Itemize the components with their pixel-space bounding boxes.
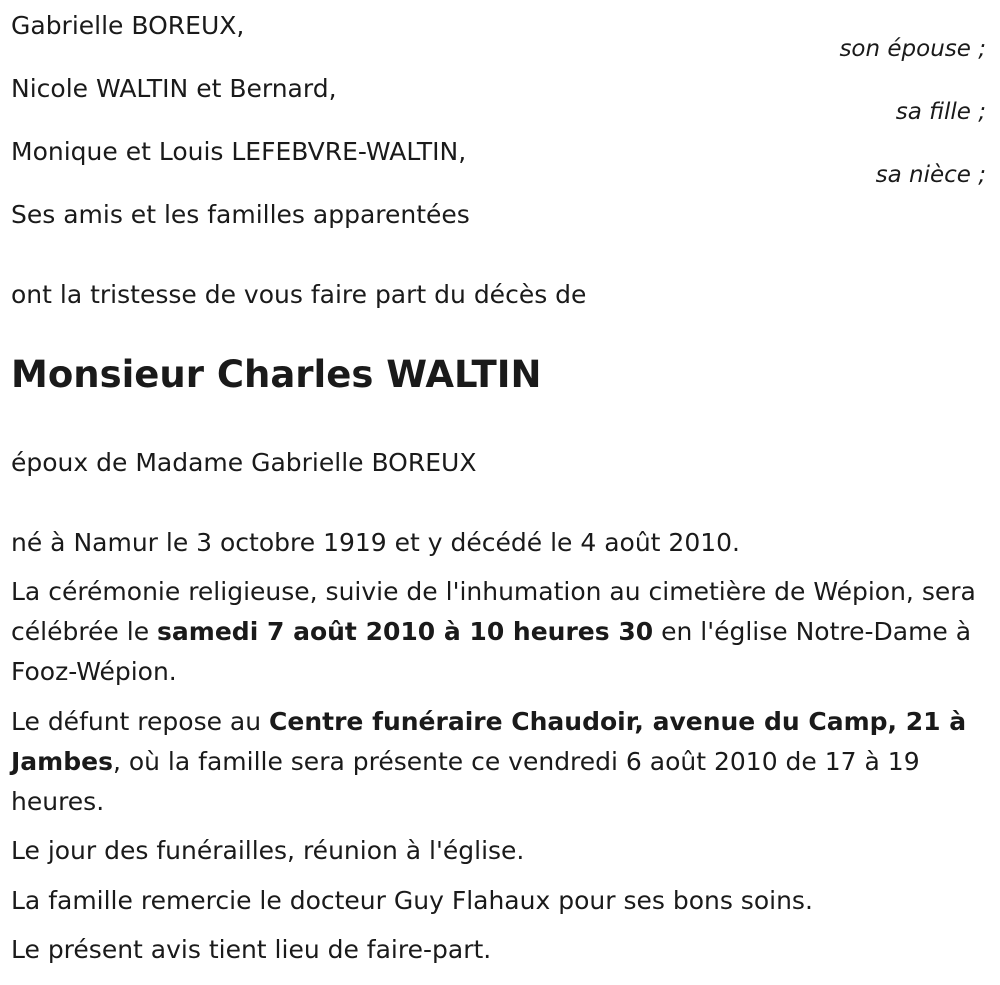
birth-death-line: né à Namur le 3 octobre 1919 et y décédé le 4 août 2010. — [11, 528, 740, 557]
reunion-line: Le jour des funérailles, réunion à l'église. — [11, 836, 525, 865]
repose-text-start: Le défunt repose au — [11, 707, 270, 736]
family-member-niece: Monique et Louis LEFEBVRE-WALTIN, — [11, 137, 467, 166]
announcement-text: ont la tristesse de vous faire part du décès de — [11, 280, 587, 309]
family-member-spouse: Gabrielle BOREUX, — [11, 11, 245, 40]
thanks-line: La famille remercie le docteur Guy Flahaux pour ses bons soins. — [11, 886, 813, 915]
family-member-daughter: Nicole WALTIN et Bernard, — [11, 74, 337, 103]
ceremony-paragraph — [11, 572, 986, 692]
notice-line: Le présent avis tient lieu de faire-part. — [11, 935, 492, 964]
repose-text-end: , où la famille sera présente ce vendredi 6 août 2010 de 17 à 19 heures. — [11, 747, 920, 816]
family-role-niece: sa nièce ; — [875, 162, 986, 188]
deceased-name: Monsieur Charles WALTIN — [11, 353, 542, 396]
repose-paragraph — [11, 702, 986, 822]
family-role-spouse: son épouse ; — [839, 36, 986, 62]
repose-location: Centre funéraire Chaudoir, avenue du Camp, 21 à Jambes — [11, 707, 967, 776]
family-role-daughter: sa fille ; — [895, 99, 986, 125]
family-friends: Ses amis et les familles apparentées — [11, 200, 470, 229]
ceremony-text-end: en l'église Notre-Dame à Fooz-Wépion. — [11, 617, 972, 686]
ceremony-text-start: La cérémonie religieuse, suivie de l'inhumation au cimetière de Wépion, sera célébrée le — [11, 577, 976, 646]
spouse-line: époux de Madame Gabrielle BOREUX — [11, 448, 477, 477]
ceremony-date: samedi 7 août 2010 à 10 heures 30 — [157, 617, 654, 646]
